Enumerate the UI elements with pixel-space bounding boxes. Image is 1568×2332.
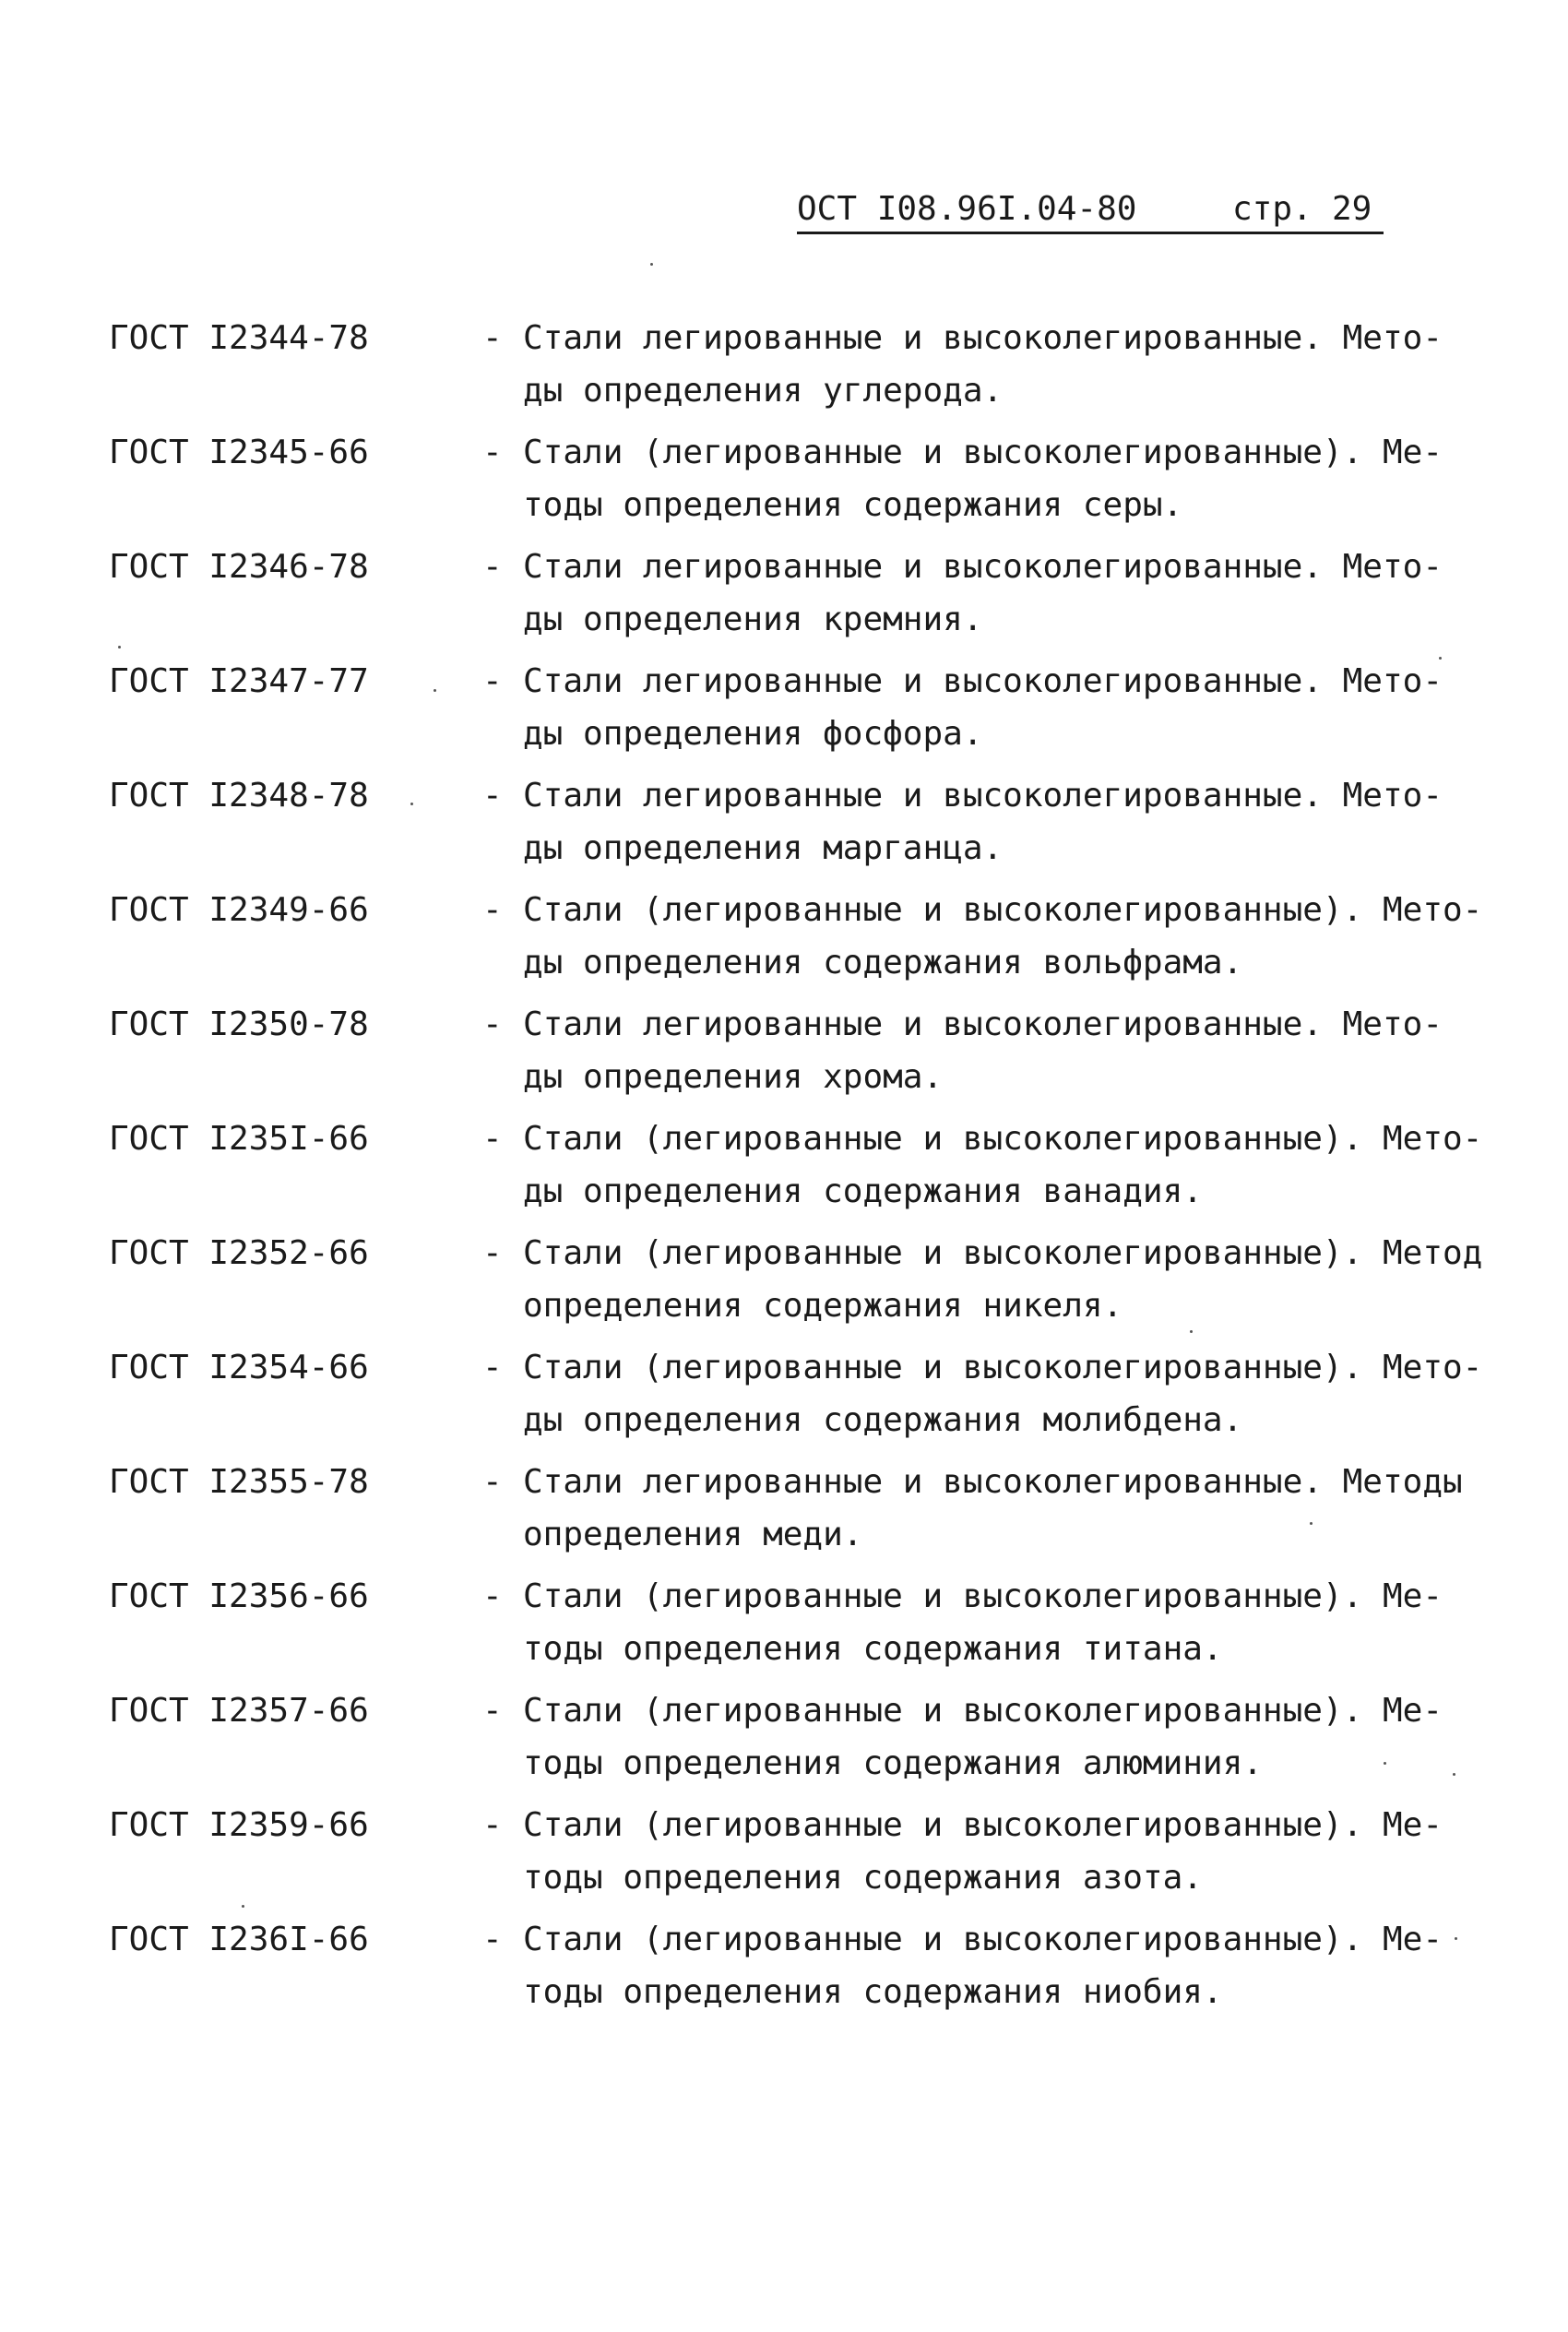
standard-entry — [0, 541, 1568, 651]
standard-title-line-2: тоды определения содержания азота. — [523, 1859, 1203, 1897]
entry-dash: - — [482, 662, 503, 700]
scan-speck — [118, 646, 121, 648]
scan-speck — [1190, 1330, 1193, 1333]
standard-title-line-1: Стали легированные и высоколегированные. Мето- — [523, 548, 1443, 586]
standard-entry — [0, 884, 1568, 994]
standard-code: ГОСТ I2349-66 — [109, 891, 369, 929]
standard-title-line-1: Стали (легированные и высоколегированные). Ме- — [523, 1806, 1443, 1844]
standard-title-line-1: Стали (легированные и высоколегированные). Ме- — [523, 434, 1443, 471]
standard-entry — [0, 426, 1568, 537]
entry-dash: - — [482, 548, 503, 586]
standard-entry — [0, 1913, 1568, 2024]
entry-dash: - — [482, 1577, 503, 1615]
standard-code: ГОСТ I235I-66 — [109, 1120, 369, 1158]
scan-speck — [1453, 1773, 1455, 1776]
scan-speck — [650, 263, 653, 266]
standard-code: ГОСТ I2355-78 — [109, 1463, 369, 1501]
standard-title-line-2: тоды определения содержания серы. — [523, 486, 1183, 524]
standard-title-line-1: Стали (легированные и высоколегированные). Мето- — [523, 1349, 1483, 1386]
standard-entry — [0, 1227, 1568, 1338]
entry-dash: - — [482, 891, 503, 929]
standard-title-line-2: ды определения кремния. — [523, 601, 983, 638]
header-underline — [797, 232, 1384, 234]
standard-entry — [0, 1341, 1568, 1452]
standard-title-line-1: Стали легированные и высоколегированные. Мето- — [523, 662, 1443, 700]
standard-title-line-2: тоды определения содержания титана. — [523, 1630, 1223, 1668]
standard-code: ГОСТ I2354-66 — [109, 1349, 369, 1386]
scan-speck — [1439, 657, 1442, 660]
standard-code: ГОСТ I236I-66 — [109, 1921, 369, 1958]
standard-title-line-1: Стали (легированные и высоколегированные). Метод — [523, 1234, 1483, 1272]
standard-entry — [0, 1112, 1568, 1223]
standard-code: ГОСТ I2344-78 — [109, 319, 369, 357]
standard-code: ГОСТ I2356-66 — [109, 1577, 369, 1615]
standard-entry — [0, 998, 1568, 1109]
entry-dash: - — [482, 1005, 503, 1043]
standard-code: ГОСТ I2350-78 — [109, 1005, 369, 1043]
standard-title-line-2: ды определения содержания молибдена. — [523, 1401, 1243, 1439]
page-header — [797, 186, 1387, 232]
standard-code: ГОСТ I2348-78 — [109, 777, 369, 815]
standard-code: ГОСТ I2346-78 — [109, 548, 369, 586]
entry-dash: - — [482, 1120, 503, 1158]
standard-title-line-1: Стали (легированные и высоколегированные). Ме- — [523, 1577, 1443, 1615]
page-label: стр. — [1232, 190, 1313, 228]
standard-code: ГОСТ I2357-66 — [109, 1692, 369, 1730]
standard-entry — [0, 1570, 1568, 1681]
standard-entry — [0, 1456, 1568, 1566]
scan-speck — [410, 803, 413, 805]
scan-speck — [434, 689, 436, 692]
standard-code: ГОСТ I2345-66 — [109, 434, 369, 471]
standard-title-line-1: Стали (легированные и высоколегированные). Ме- — [523, 1692, 1443, 1730]
entry-dash: - — [482, 777, 503, 815]
standard-title-line-1: Стали легированные и высоколегированные. Мето- — [523, 1005, 1443, 1043]
entry-dash: - — [482, 1234, 503, 1272]
standard-title-line-2: ды определения хрома. — [523, 1058, 944, 1096]
standard-title-line-2: тоды определения содержания алюминия. — [523, 1744, 1263, 1782]
standard-entry — [0, 655, 1568, 766]
standard-entry — [0, 1799, 1568, 1910]
standard-entry — [0, 769, 1568, 880]
entry-dash: - — [482, 1921, 503, 1958]
standard-title-line-1: Стали легированные и высоколегированные. Мето- — [523, 777, 1443, 815]
standard-code: ГОСТ I2347-77 — [109, 662, 369, 700]
entry-dash: - — [482, 319, 503, 357]
scan-speck — [1310, 1522, 1313, 1525]
standard-title-line-2: ды определения фосфора. — [523, 715, 983, 753]
standard-title-line-2: определения содержания никеля. — [523, 1287, 1123, 1325]
standard-title-line-1: Стали (легированные и высоколегированные). Мето- — [523, 891, 1483, 929]
standard-code: ГОСТ I2352-66 — [109, 1234, 369, 1272]
standard-code: ГОСТ I2359-66 — [109, 1806, 369, 1844]
entry-dash: - — [482, 1692, 503, 1730]
entry-dash: - — [482, 1806, 503, 1844]
standard-title-line-2: тоды определения содержания ниобия. — [523, 1973, 1223, 2011]
scan-speck — [242, 1905, 244, 1908]
standard-title-line-1: Стали (легированные и высоколегированные). Ме- — [523, 1921, 1443, 1958]
standard-entry — [0, 1684, 1568, 1795]
scan-speck — [1384, 1762, 1386, 1765]
standard-title-line-2: ды определения содержания ванадия. — [523, 1172, 1203, 1210]
standard-entry — [0, 312, 1568, 422]
standard-title-line-1: Стали (легированные и высоколегированные). Мето- — [523, 1120, 1483, 1158]
standard-title-line-2: ды определения углерода. — [523, 372, 1004, 410]
standard-title-line-2: ды определения содержания вольфрама. — [523, 944, 1243, 982]
document-code: ОСТ I08.96I.04-80 — [797, 190, 1137, 228]
standard-title-line-2: ды определения марганца. — [523, 829, 1004, 867]
page-number: 29 — [1332, 190, 1372, 228]
entry-dash: - — [482, 434, 503, 471]
scan-speck — [1455, 1937, 1457, 1940]
entry-dash: - — [482, 1463, 503, 1501]
standard-title-line-1: Стали легированные и высоколегированные. Мето- — [523, 319, 1443, 357]
standard-title-line-2: определения меди. — [523, 1516, 863, 1553]
entry-dash: - — [482, 1349, 503, 1386]
standard-title-line-1: Стали легированные и высоколегированные. Методы — [523, 1463, 1463, 1501]
